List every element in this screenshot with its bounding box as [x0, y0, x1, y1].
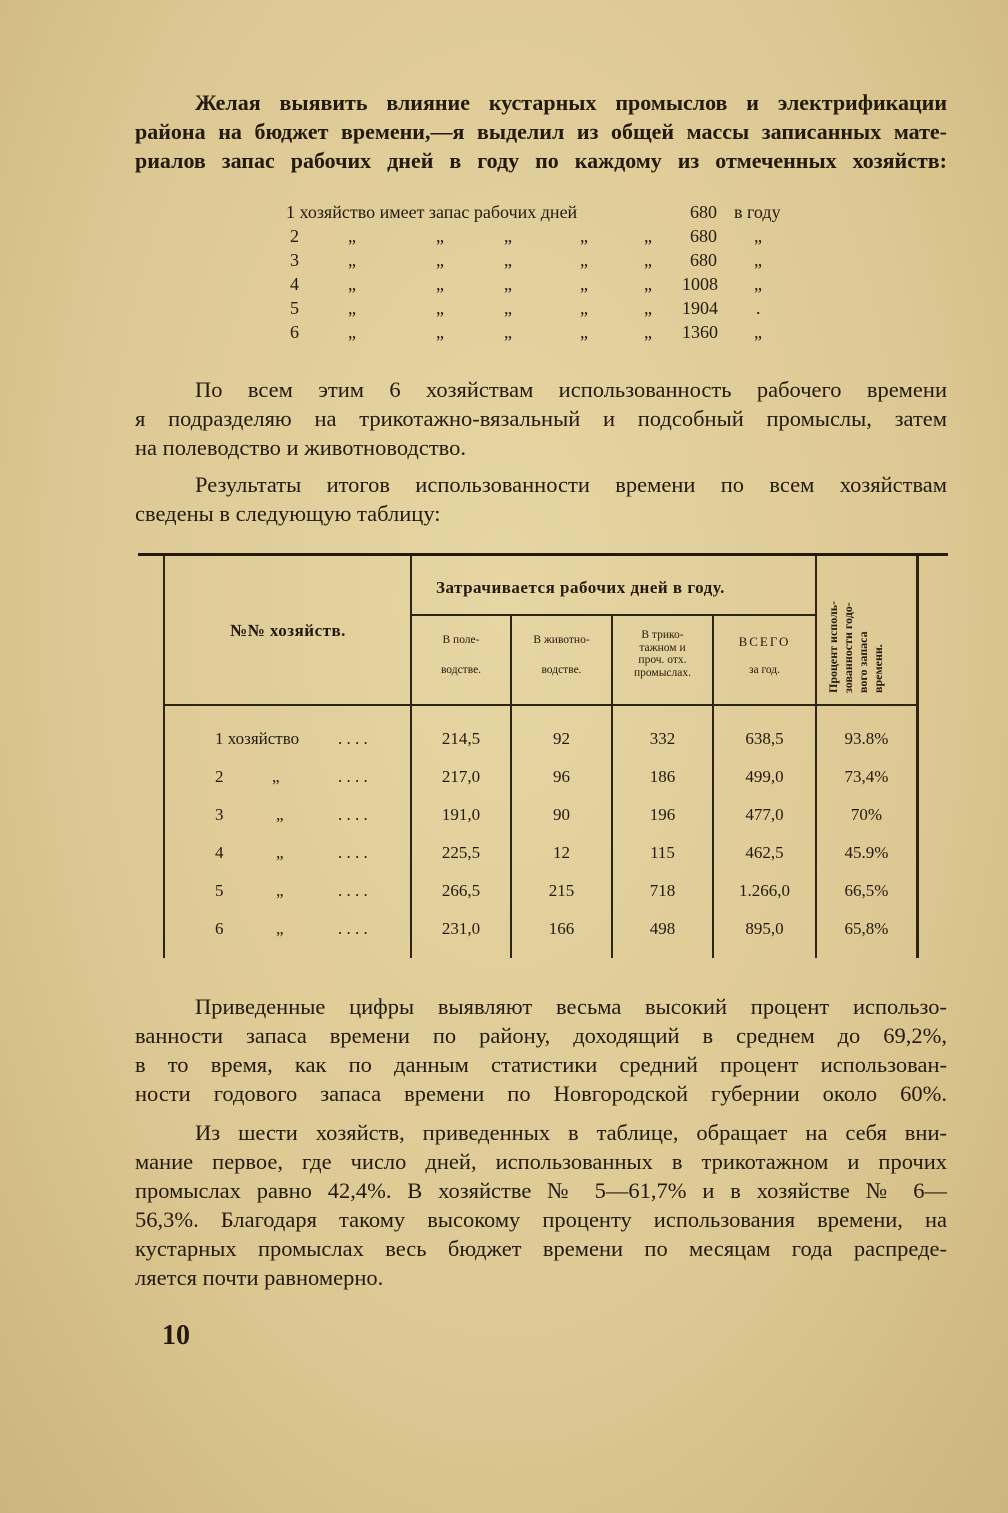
text-line: Результаты итогов использованности времени по всем хозяйствам — [195, 472, 947, 497]
ditto-mark: „ — [504, 274, 512, 294]
header-line: В поле- — [442, 634, 480, 646]
text-line: 56,3%. Благодаря такому высокому проценту использования времени, на — [135, 1207, 947, 1232]
ditto-mark: „ — [276, 805, 284, 824]
reserve-row — [286, 200, 806, 224]
total-days: 638,5 — [745, 729, 784, 748]
header-line: Процент исполь- — [826, 600, 840, 693]
ditto-mark: „ — [644, 322, 652, 342]
text-line: ляется почти равномерно. — [135, 1265, 384, 1290]
reserve-num: 6 — [290, 322, 299, 342]
reserve-unit: в году — [734, 202, 781, 222]
total-days: 477,0 — [745, 805, 784, 824]
ditto-mark: „ — [436, 250, 444, 270]
reserve-value: 1360 — [682, 322, 718, 342]
knitting-days: 498 — [649, 919, 676, 938]
text-line: кустарных промыслах весь бюджет времени по месяцам года распреде- — [135, 1236, 947, 1261]
dot-mark: . — [756, 298, 761, 318]
text-line: ности годового запаса времени по Новгородской губернии около 60%. — [135, 1081, 947, 1106]
percent-used: 45.9% — [844, 843, 889, 862]
knitting-header — [613, 629, 712, 679]
ditto-mark: „ — [580, 298, 588, 318]
field-days: 225,5 — [441, 843, 481, 862]
six-farms-paragraph — [135, 1118, 947, 1292]
ditto-mark: „ — [348, 322, 356, 342]
ditto-mark: „ — [348, 274, 356, 294]
reserve-row — [286, 248, 806, 272]
ditto-mark: „ — [348, 298, 356, 318]
knitting-days: 196 — [649, 805, 676, 824]
reserve-value: 680 — [690, 250, 717, 270]
text-line: района на бюджет времени,—я выделил из общей массы записанных мате- — [135, 119, 947, 144]
header-line: ВСЕГО — [738, 634, 791, 649]
ditto-mark: „ — [644, 226, 652, 246]
text-line: я подразделяю на трикотажно-вязальный и подсобный промыслы, затем — [135, 406, 947, 431]
percent-used: 66,5% — [844, 881, 889, 900]
table-border-right — [916, 556, 919, 958]
text-line: По всем этим 6 хозяйствам использованность рабочего времени — [195, 377, 947, 402]
reserve-value: 1008 — [682, 274, 718, 294]
percent-used: 93.8% — [844, 729, 889, 748]
ditto-mark: „ — [348, 226, 356, 246]
ditto-mark: „ — [644, 274, 652, 294]
text-line: мание первое, где число дней, использованных в трикотажном и прочих — [135, 1149, 947, 1174]
leader-dots: . . . . — [338, 843, 368, 862]
reserve-row — [286, 224, 806, 248]
text-line: промыслах равно 42,4%. В хозяйстве № 5—61,7% и в хозяйстве № 6— — [135, 1178, 947, 1203]
header-line: водстве. — [440, 664, 482, 676]
livestock-days: 166 — [548, 919, 575, 938]
ditto-mark: „ — [436, 226, 444, 246]
figures-paragraph — [135, 992, 947, 1108]
reserve-row — [286, 272, 806, 296]
group-header: Затрачивается рабочих дней в году. — [436, 578, 725, 597]
leader-dots: . . . . — [338, 805, 368, 824]
ditto-mark: „ — [754, 274, 762, 294]
knitting-days: 115 — [650, 843, 675, 862]
text-line: Приведенные цифры выявляют весьма высокий процент использо- — [195, 994, 947, 1019]
ditto-mark: „ — [504, 226, 512, 246]
knitting-days: 332 — [649, 729, 676, 748]
percent-used: 73,4% — [844, 767, 889, 786]
reserve-row-text: 1 хозяйство имеет запас рабочих дней — [286, 202, 578, 222]
ditto-mark: „ — [644, 250, 652, 270]
ditto-mark: „ — [580, 226, 588, 246]
text-line: Желая выявить влияние кустарных промыслов и электрификации — [195, 90, 947, 115]
field-days: 231,0 — [441, 919, 481, 938]
header-line: В трико- — [641, 629, 684, 641]
results-intro-paragraph — [135, 470, 947, 528]
ditto-mark: „ — [436, 274, 444, 294]
reserve-row — [286, 320, 806, 344]
reserve-num: 5 — [290, 298, 299, 318]
farm-label: 3 — [215, 805, 224, 824]
work-days-table — [138, 553, 948, 958]
header-line: зованности годо- — [841, 602, 855, 693]
ditto-mark: „ — [276, 919, 284, 938]
livestock-days: 96 — [553, 767, 570, 786]
header-line: тажном и — [639, 641, 686, 654]
ditto-mark: „ — [580, 322, 588, 342]
leader-dots: . . . . — [338, 881, 368, 900]
livestock-days: 90 — [553, 805, 570, 824]
field-days: 266,5 — [441, 881, 481, 900]
farms-column-header: №№ хозяйств. — [230, 621, 346, 640]
text-line: сведены в следующую таблицу: — [135, 501, 441, 526]
table-header-bottom — [163, 704, 918, 706]
knitting-days: 718 — [649, 881, 676, 900]
livestock-days: 215 — [548, 881, 575, 900]
ditto-mark: „ — [754, 226, 762, 246]
leader-dots: . . . . — [338, 919, 368, 938]
table-border-left — [163, 556, 165, 958]
intro-paragraph — [135, 88, 947, 175]
reserve-value: 1904 — [682, 298, 718, 318]
header-line: промыслах. — [633, 666, 691, 679]
ditto-mark: „ — [348, 250, 356, 270]
header-line: В животно- — [533, 634, 590, 646]
farm-label: 4 — [215, 843, 224, 862]
ditto-mark: „ — [272, 767, 280, 786]
page-number: 10 — [162, 1320, 190, 1351]
total-days: 895,0 — [745, 919, 784, 938]
reserve-num: 4 — [290, 274, 299, 294]
knitting-days: 186 — [649, 767, 676, 786]
percent-used: 65,8% — [844, 919, 889, 938]
text-line: Из шести хозяйств, приведенных в таблице, обращает на себя вни- — [195, 1120, 947, 1145]
text-line: на полеводство и животноводство. — [135, 435, 467, 460]
table-header-divider — [410, 614, 815, 616]
header-line: вого запаса — [856, 631, 870, 693]
field-days: 217,0 — [441, 767, 481, 786]
percent-header — [826, 601, 886, 693]
leader-dots: . . . . — [338, 729, 368, 748]
ditto-mark: „ — [436, 298, 444, 318]
ditto-mark: „ — [436, 322, 444, 342]
total-days: 1.266,0 — [739, 881, 790, 900]
ditto-mark: „ — [644, 298, 652, 318]
header-line: проч. отх. — [638, 654, 687, 666]
table-top-rule — [138, 553, 948, 556]
farm-label: 1 хозяйство — [215, 729, 300, 748]
field-header — [412, 633, 510, 677]
ditto-mark: „ — [276, 881, 284, 900]
reserve-row — [286, 296, 806, 320]
header-line: за год. — [748, 664, 781, 676]
percent-used: 70% — [850, 805, 883, 824]
ditto-mark: „ — [504, 250, 512, 270]
farm-label: 2 — [215, 767, 224, 786]
work-day-reserve-list — [286, 200, 806, 344]
farm-label: 6 — [215, 919, 224, 938]
field-days: 214,5 — [441, 729, 481, 748]
total-header — [714, 635, 815, 677]
farm-label: 5 — [215, 881, 224, 900]
division-paragraph — [135, 375, 947, 462]
total-days: 499,0 — [745, 767, 784, 786]
total-days: 462,5 — [745, 843, 784, 862]
ditto-mark: „ — [580, 250, 588, 270]
header-line: водстве. — [541, 664, 582, 676]
leader-dots: . . . . — [338, 767, 368, 786]
header-line: времени. — [871, 644, 885, 693]
livestock-header — [512, 633, 611, 677]
ditto-mark: „ — [504, 298, 512, 318]
reserve-value: 680 — [690, 226, 717, 246]
ditto-mark: „ — [504, 322, 512, 342]
text-line: в то время, как по данным статистики средний процент использован- — [135, 1052, 947, 1077]
field-days: 191,0 — [441, 805, 481, 824]
reserve-num: 3 — [290, 250, 299, 270]
reserve-value: 680 — [690, 202, 717, 222]
ditto-mark: „ — [754, 322, 762, 342]
ditto-mark: „ — [754, 250, 762, 270]
reserve-num: 2 — [290, 226, 299, 246]
text-line: риалов запас рабочих дней в году по каждому из отмеченных хозяйств: — [135, 148, 947, 173]
livestock-days: 12 — [553, 843, 570, 862]
ditto-mark: „ — [580, 274, 588, 294]
ditto-mark: „ — [276, 843, 284, 862]
text-line: ванности запаса времени по району, доходящий в среднем до 69,2%, — [135, 1023, 947, 1048]
livestock-days: 92 — [553, 729, 570, 748]
